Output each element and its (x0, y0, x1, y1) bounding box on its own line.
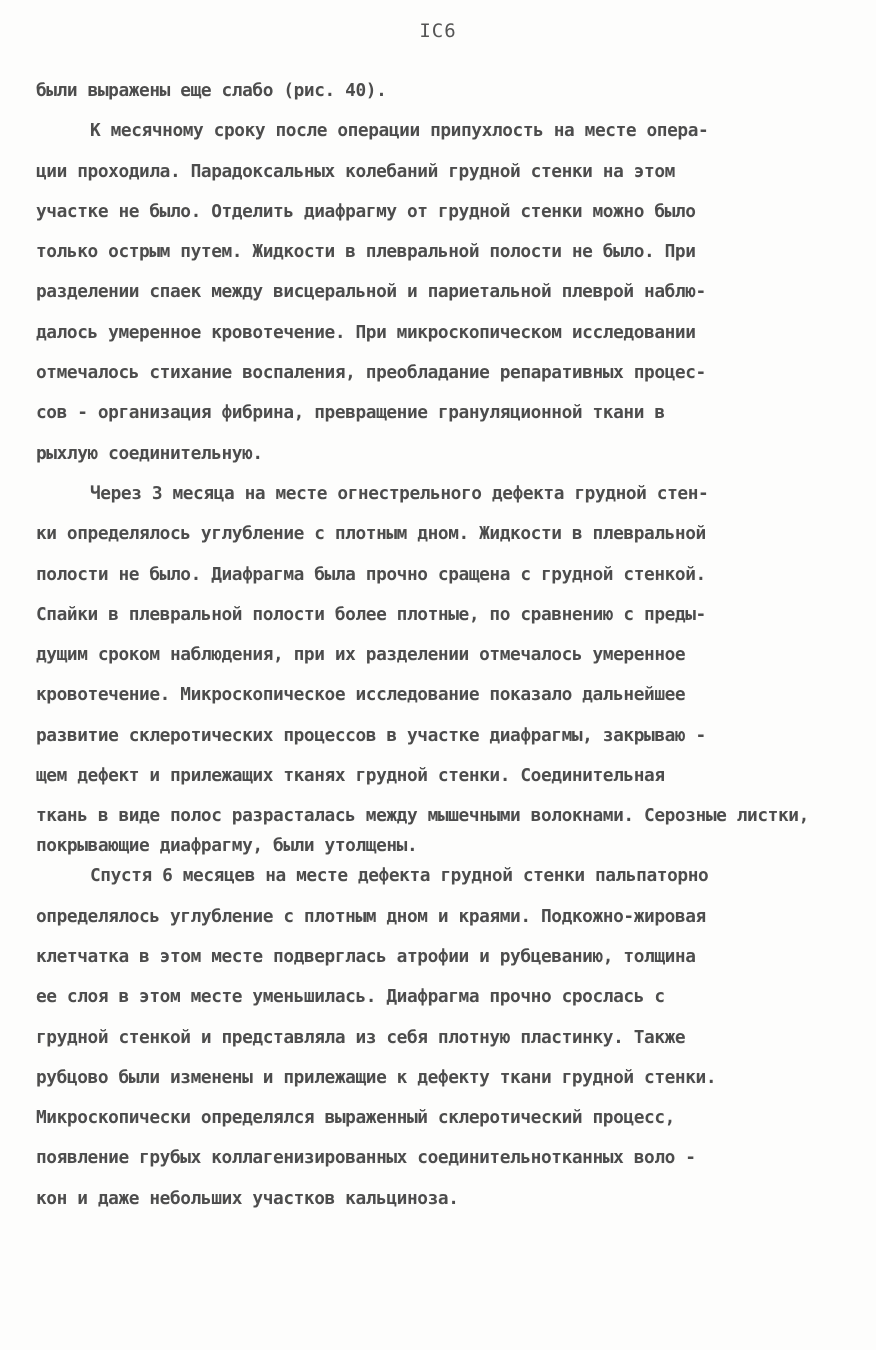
text-line: щем дефект и прилежащих тканях грудной стенки. Соединительная (36, 765, 665, 787)
text-line: отмечалось стихание воспаления, преобладание репаративных процес- (36, 362, 706, 384)
text-line: ткань в виде полос разрасталась между мышечными волокнами. Серозные листки, покрывающие диафрагму, были утолщены. (36, 805, 809, 857)
text-line: Спайки в плевральной полости более плотные, по сравнению с преды- (36, 603, 706, 625)
text-line: ки определялось углубление с плотным дном. Жидкости в плевральной (36, 523, 706, 545)
text-line: клетчатка в этом месте подверглась атрофии и рубцеванию, толщина (36, 945, 696, 967)
text-line: Спустя 6 месяцев на месте дефекта грудной стенки пальпаторно (90, 865, 709, 887)
text-line: кровотечение. Микроскопическое исследование показало дальнейшее (36, 684, 686, 706)
text-line: появление грубых коллагенизированных соединительнотканных воло - (36, 1147, 696, 1169)
text-line: дущим сроком наблюдения, при их разделении отмечалось умеренное (36, 644, 686, 666)
text-line: развитие склеротических процессов в участке диафрагмы, закрываю - (36, 724, 706, 746)
text-line: К месячному сроку после операции припухлость на месте опера- (90, 120, 709, 142)
body-text (36, 76, 846, 1224)
text-line: разделении спаек между висцеральной и париетальной плеврой наблю- (36, 281, 706, 303)
text-line: сов - организация фибрина, превращение грануляционной ткани в (36, 402, 665, 424)
text-line: кон и даже небольших участков кальциноза. (36, 1187, 459, 1209)
text-line: Через 3 месяца на месте огнестрельного дефекта грудной стен- (90, 482, 709, 504)
text-line: ции проходила. Парадоксальных колебаний грудной стенки на этом (36, 160, 675, 182)
text-line: ее слоя в этом месте уменьшилась. Диафрагма прочно срослась с (36, 986, 665, 1008)
text-line: участке не было. Отделить диафрагму от грудной стенки можно было (36, 200, 696, 222)
page-number: IC6 (419, 20, 457, 42)
text-line: полости не было. Диафрагма была прочно сращена с грудной стенкой. (36, 563, 706, 585)
text-line: далось умеренное кровотечение. При микроскопическом исследовании (36, 321, 696, 343)
text-line: грудной стенкой и представляла из себя плотную пластинку. Также (36, 1026, 686, 1048)
text-line: были выражены еще слабо (рис. 40). (36, 80, 387, 101)
text-line: рубцово были изменены и прилежащие к дефекту ткани грудной стенки. (36, 1066, 717, 1088)
text-line: рыхлую соединительную. (36, 442, 263, 464)
text-line: определялось углубление с плотным дном и краями. Подкожно-жировая (36, 905, 706, 927)
text-line: Микроскопически определялся выраженный склеротический процесс, (36, 1107, 675, 1129)
text-line: только острым путем. Жидкости в плевральной полости не было. При (36, 241, 696, 263)
